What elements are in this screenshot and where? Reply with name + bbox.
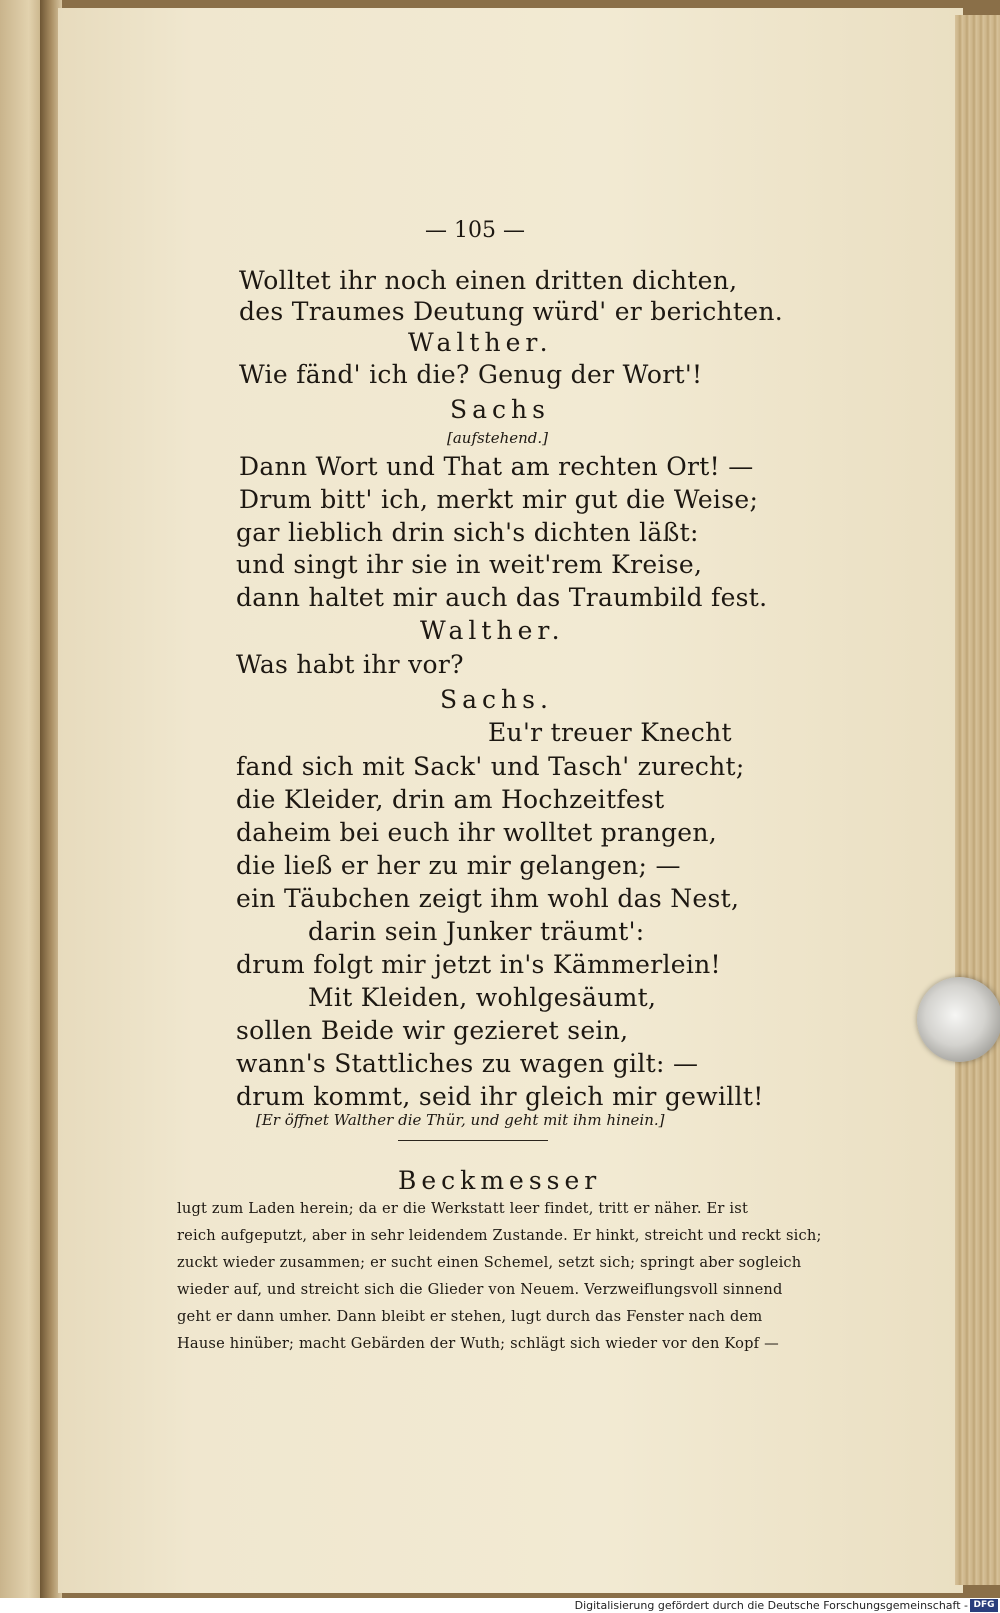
verse-line: gar lieblich drin sich's dichten läßt: [236, 518, 699, 547]
verse-line: Wie fänd' ich die? Genug der Wort'! [239, 360, 703, 389]
scene-heading: Beckmesser [398, 1166, 602, 1195]
verse-line: drum folgt mir jetzt in's Kämmerlein! [236, 950, 721, 979]
verse-line: des Traumes Deutung würd' er berichten. [239, 297, 784, 326]
dfg-logo-icon: DFG [970, 1599, 998, 1612]
verse-line: ein Täubchen zeigt ihm wohl das Nest, [236, 884, 740, 913]
footer-credit: Digitalisierung gefördert durch die Deutsche Forschungsgemeinschaft - [574, 1599, 968, 1612]
verse-line: und singt ihr sie in weit'rem Kreise, [236, 550, 703, 579]
verse-line: Wolltet ihr noch einen dritten dichten, [239, 266, 738, 295]
stage-direction-line: zuckt wieder zusammen; er sucht einen Schemel, setzt sich; springt aber sogleich [177, 1254, 802, 1271]
stage-direction: [Er öffnet Walther die Thür, und geht mit ihm hinein.] [256, 1111, 665, 1129]
section-divider [398, 1140, 548, 1141]
verse-line: daheim bei euch ihr wolltet prangen, [236, 818, 718, 847]
page-number: — 105 — [425, 218, 525, 243]
speaker-name: Sachs [450, 395, 550, 424]
verse-line: die ließ er her zu mir gelangen; — [236, 851, 681, 880]
verse-line: Was habt ihr vor? [236, 650, 464, 679]
stage-direction-line: Hause hinüber; macht Gebärden der Wuth; schlägt sich wieder vor den Kopf — [177, 1335, 779, 1352]
speaker-name: Walther. [420, 616, 565, 645]
verse-line: fand sich mit Sack' und Tasch' zurecht; [236, 752, 745, 781]
speaker-name: Walther. [408, 328, 553, 357]
verse-line: wann's Stattliches zu wagen gilt: — [236, 1049, 699, 1078]
stage-direction-line: lugt zum Laden herein; da er die Werkstatt leer findet, tritt er näher. Er ist [177, 1200, 749, 1217]
verse-line: drum kommt, seid ihr gleich mir gewillt! [236, 1082, 764, 1111]
verse-line: Eu'r treuer Knecht [488, 718, 732, 747]
stage-direction-line: wieder auf, und streicht sich die Glieder von Neuem. Verzweiflungsvoll sinnend [177, 1281, 783, 1298]
verse-line: dann haltet mir auch das Traumbild fest. [236, 583, 768, 612]
stage-direction-line: geht er dann umher. Dann bleibt er stehen, lugt durch das Fenster nach dem [177, 1308, 763, 1325]
verse-line: Mit Kleiden, wohlgesäumt, [308, 983, 657, 1012]
footer-bar [0, 1598, 1000, 1613]
verse-line: Dann Wort und That am rechten Ort! — [239, 452, 754, 481]
verse-line: Drum bitt' ich, merkt mir gut die Weise; [239, 485, 759, 514]
stage-direction: [aufstehend.] [447, 429, 549, 447]
verse-line: darin sein Junker träumt': [308, 917, 645, 946]
speaker-name: Sachs. [440, 685, 553, 714]
verse-line: sollen Beide wir gezieret sein, [236, 1016, 629, 1045]
stage-direction-line: reich aufgeputzt, aber in sehr leidendem Zustande. Er hinkt, streicht und reckt sich; [177, 1227, 822, 1244]
verse-line: die Kleider, drin am Hochzeitfest [236, 785, 665, 814]
